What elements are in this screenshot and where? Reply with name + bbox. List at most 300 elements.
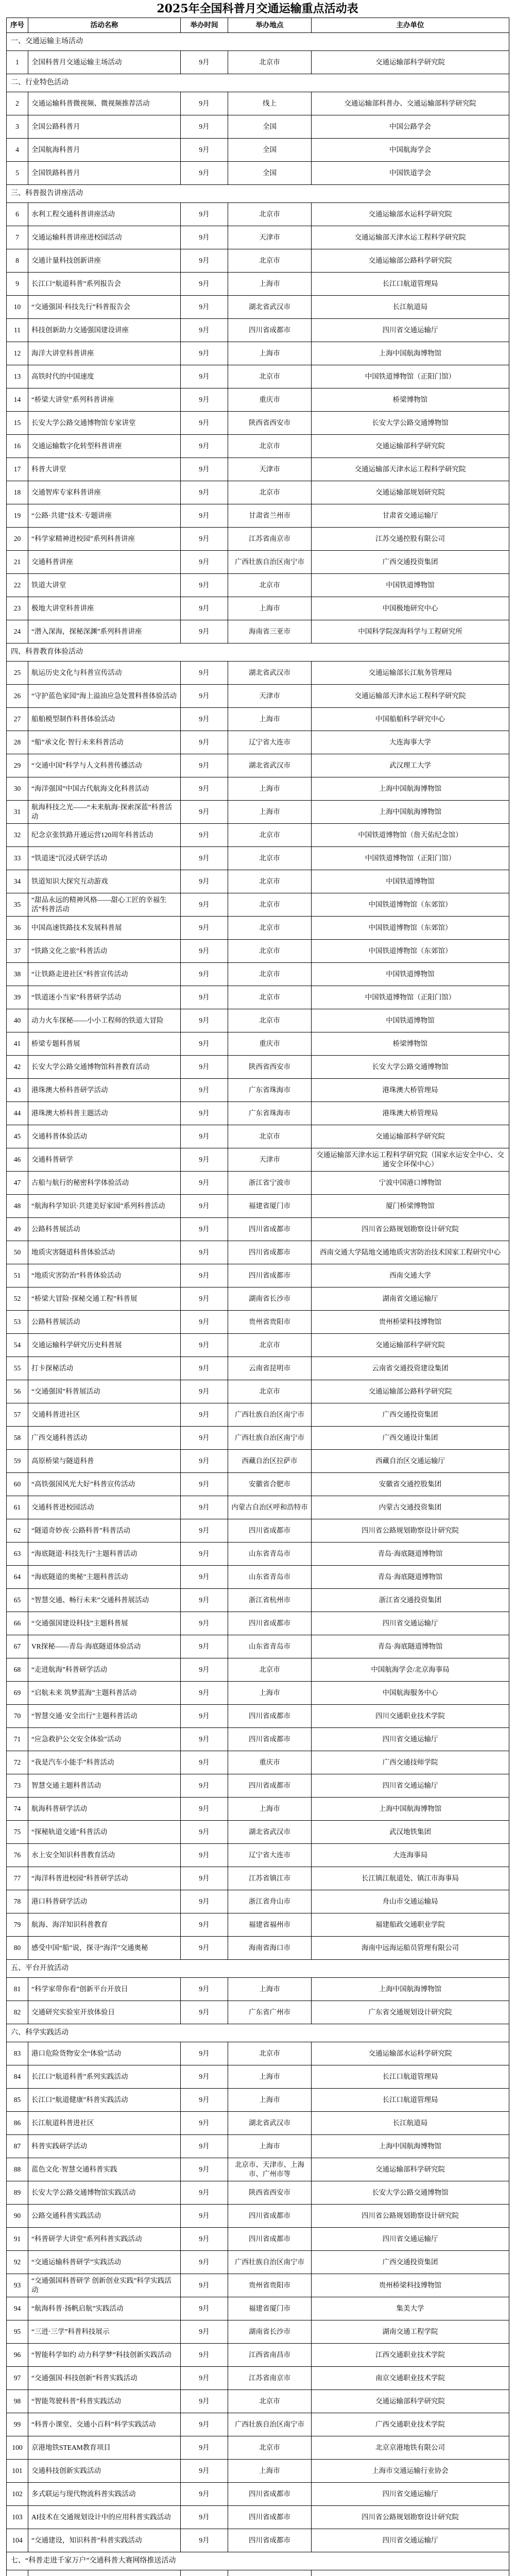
cell-activity-name: “交通中国”科学与人文科普传播活动 <box>28 754 181 777</box>
cell-time: 9月 <box>181 2390 228 2413</box>
cell-activity-name: 交通运输数字化转型科普讲座 <box>28 435 181 458</box>
cell-number: 52 <box>7 1287 28 1311</box>
cell-time: 9月 <box>181 458 228 481</box>
cell-number: 88 <box>7 2158 28 2181</box>
cell-time: 9月 <box>181 1844 228 1867</box>
cell-activity-name: “科普小课堂、交通小百科”科学实践活动 <box>28 2413 181 2436</box>
table-row <box>7 708 509 731</box>
cell-place: 四川省成都市 <box>228 1241 312 1264</box>
cell-time: 9月 <box>181 1566 228 1589</box>
table-row <box>7 273 509 296</box>
cell-time: 9月 <box>181 203 228 226</box>
cell-place: 北京市 <box>228 481 312 504</box>
cell-place: 内蒙古自治区呼和浩特市 <box>228 1496 312 1519</box>
cell-number: 4 <box>7 139 28 162</box>
table-row <box>7 388 509 412</box>
cell-number: 37 <box>7 940 28 963</box>
column-header-name: 活动名称 <box>28 18 181 33</box>
cell-number: 92 <box>7 2251 28 2274</box>
cell-place: 北京市 <box>228 1125 312 1148</box>
cell-number: 5 <box>7 162 28 185</box>
cell-activity-name: 高铁时代的中国速度 <box>28 365 181 388</box>
cell-number: 75 <box>7 1821 28 1844</box>
cell-organizer: 四川省交通运输厅 <box>312 1612 509 1635</box>
cell-place: 湖南省长沙市 <box>228 1287 312 1311</box>
cell-activity-name: 交通科普讲座 <box>28 551 181 574</box>
cell-place: 广东省广州市 <box>228 2001 312 2024</box>
cell-place: 天津市 <box>228 1148 312 1172</box>
cell-place: 上海市 <box>228 342 312 365</box>
cell-activity-name: 古船与航行的秘密科学体验活动 <box>28 1172 181 1195</box>
column-header-no: 序号 <box>7 18 28 33</box>
table-row <box>7 504 509 528</box>
cell-number: 63 <box>7 1543 28 1566</box>
cell-time: 9月 <box>181 1079 228 1102</box>
table-row <box>7 1172 509 1195</box>
cell-place: 江西省南昌市 <box>228 2344 312 2367</box>
cell-activity-name: “公路·共建”技术·专题讲座 <box>28 504 181 528</box>
cell-organizer: 广西交通技师学院 <box>312 1751 509 1774</box>
cell-place: 北京市 <box>228 824 312 847</box>
cell-organizer: 西南交通大学 <box>312 1264 509 1287</box>
cell-organizer: 广西交通投资集团 <box>312 2251 509 2274</box>
table-row <box>7 2001 509 2024</box>
cell-number: 6 <box>7 203 28 226</box>
cell-number: 46 <box>7 1148 28 1172</box>
cell-place: 北京市 <box>228 917 312 940</box>
cell-place: 陕西省西安市 <box>228 412 312 435</box>
cell-organizer: 湖南交通工程学院 <box>312 2320 509 2344</box>
cell-activity-name: “海洋科普进校园”科普研学活动 <box>28 1867 181 1890</box>
cell-time: 9月 <box>181 1978 228 2001</box>
table-row <box>7 249 509 273</box>
cell-activity-name: “潜入深海，探秘深渊”系列科普讲座 <box>28 620 181 643</box>
cell-time: 9月 <box>181 2413 228 2436</box>
cell-number: 99 <box>7 2413 28 2436</box>
cell-place: 安徽省合肥市 <box>228 1473 312 1496</box>
table-row <box>7 1218 509 1241</box>
section-header-row <box>7 2024 509 2042</box>
section-title: 五、平台开放活动 <box>7 1960 509 1978</box>
cell-place: 西藏自治区拉萨市 <box>228 1450 312 1473</box>
cell-number: 62 <box>7 1519 28 1543</box>
cell-organizer: 交通运输部天津水运工程科学研究院 <box>312 685 509 708</box>
cell-activity-name: 航运历史文化与科普宣传活动 <box>28 662 181 685</box>
cell-place: 福建省福州市 <box>228 1913 312 1937</box>
cell-time: 9月 <box>181 685 228 708</box>
table-row <box>7 2297 509 2320</box>
cell-place: 上海市 <box>228 708 312 731</box>
cell-place: 湖北省武汉市 <box>228 1821 312 1844</box>
cell-time: 9月 <box>181 2089 228 2112</box>
table-row <box>7 115 509 139</box>
cell-time: 9月 <box>181 2001 228 2024</box>
table-row <box>7 342 509 365</box>
cell-organizer: 广西交通职业技术学院 <box>312 2413 509 2436</box>
cell-number: 50 <box>7 1241 28 1264</box>
cell-organizer: 广西交通设计集团 <box>312 1427 509 1450</box>
cell-number: 94 <box>7 2297 28 2320</box>
cell-activity-name: 全国航海科普月 <box>28 139 181 162</box>
cell-time: 9月 <box>181 1311 228 1334</box>
table-row <box>7 412 509 435</box>
cell-time: 9月 <box>181 504 228 528</box>
cell-organizer: 中国铁道博物馆（正阳门馆） <box>312 986 509 1009</box>
cell-organizer: 厦门桥梁博物馆 <box>312 1195 509 1218</box>
cell-time: 9月 <box>181 1867 228 1890</box>
table-row <box>7 1890 509 1913</box>
cell-activity-name: “智慧交通·安全出行”主题科普活动 <box>28 1705 181 1728</box>
section-title: 一、交通运输主场活动 <box>7 33 509 51</box>
cell-time: 9月 <box>181 388 228 412</box>
cell-number: 47 <box>7 1172 28 1195</box>
table-row <box>7 2065 509 2089</box>
cell-time: 9月 <box>181 940 228 963</box>
cell-place: 四川省成都市 <box>228 1264 312 1287</box>
cell-activity-name: 全国公路科普月 <box>28 115 181 139</box>
cell-place: 四川省成都市 <box>228 2506 312 2529</box>
cell-place: 重庆市 <box>228 1032 312 1056</box>
cell-organizer <box>312 2570 509 2576</box>
cell-activity-name: 中国高速铁路技术发展科普展 <box>28 917 181 940</box>
table-row <box>7 824 509 847</box>
cell-place: 海南省海口市 <box>228 1937 312 1960</box>
cell-activity-name: “探秘轨道交通”科普活动 <box>28 1821 181 1844</box>
cell-activity-name: 智慧交通主题科普活动 <box>28 1774 181 1798</box>
cell-organizer: 中国航海学会/北京海事局 <box>312 1658 509 1682</box>
cell-organizer: 交通运输部科学研究院 <box>312 2390 509 2413</box>
cell-activity-name: 交通智库专家科普讲座 <box>28 481 181 504</box>
cell-number: 30 <box>7 777 28 801</box>
table-row <box>7 1473 509 1496</box>
cell-number: 60 <box>7 1473 28 1496</box>
cell-time: 9月 <box>181 2228 228 2251</box>
cell-organizer: 交通运输部科学研究院 <box>312 2158 509 2181</box>
table-row <box>7 2205 509 2228</box>
cell-activity-name: 科技创新助力交通强国建设讲座 <box>28 319 181 342</box>
cell-number: 77 <box>7 1867 28 1890</box>
table-row <box>7 203 509 226</box>
cell-organizer: 海南中远海运船员管理有限公司 <box>312 1937 509 1960</box>
table-row <box>7 1125 509 1148</box>
cell-time: 9月 <box>181 1032 228 1056</box>
cell-organizer: 青岛·海底隧道博物馆 <box>312 1566 509 1589</box>
table-row <box>7 92 509 115</box>
cell-organizer: 交通运输部规划研究院 <box>312 481 509 504</box>
cell-number: 28 <box>7 731 28 754</box>
table-row <box>7 2529 509 2552</box>
cell-number: 43 <box>7 1079 28 1102</box>
cell-time: 9月 <box>181 2436 228 2460</box>
cell-number: 58 <box>7 1427 28 1450</box>
cell-place: 上海市 <box>228 273 312 296</box>
cell-number: 27 <box>7 708 28 731</box>
cell-activity-name: “海底隧道·科技先行”主题科普活动 <box>28 1543 181 1566</box>
cell-organizer: 贵州桥梁科技博物馆 <box>312 2274 509 2297</box>
cell-time: 9月 <box>181 1450 228 1473</box>
cell-activity-name: 全国科普月交通运输主场活动 <box>28 51 181 74</box>
cell-organizer: 桥梁博物馆 <box>312 1032 509 1056</box>
cell-time: 9月 <box>181 1589 228 1612</box>
cell-place: 四川省成都市 <box>228 1218 312 1241</box>
cell-number: 32 <box>7 824 28 847</box>
cell-organizer: 浙江省交通投资集团 <box>312 1589 509 1612</box>
cell-number: 102 <box>7 2483 28 2506</box>
cell-organizer: 中国铁道博物馆 <box>312 870 509 893</box>
cell-time: 9月 <box>181 551 228 574</box>
cell-activity-name: 广西交通科普活动 <box>28 1427 181 1450</box>
cell-organizer: 上海市交通运输行业协会 <box>312 2460 509 2483</box>
cell-number: 20 <box>7 528 28 551</box>
cell-activity-name: “科学家带你看”创新平台开放日 <box>28 1978 181 2001</box>
table-row <box>7 574 509 597</box>
cell-activity-name: 交通计量科技创新讲座 <box>28 249 181 273</box>
cell-number: 101 <box>7 2460 28 2483</box>
cell-activity-name: “铁道迷”沉浸式研学活动 <box>28 847 181 870</box>
cell-organizer: 云南省交通投资建设集团 <box>312 1357 509 1380</box>
cell-activity-name: “走进航海”科普研学活动 <box>28 1658 181 1682</box>
cell-activity-name: “海底隧道的奥秘”主题科普活动 <box>28 1566 181 1589</box>
cell-time: 9月 <box>181 1172 228 1195</box>
cell-organizer: 交通运输部天津水运工程科学研究院 <box>312 458 509 481</box>
cell-organizer: 上海中国航海博物馆 <box>312 342 509 365</box>
cell-place: 湖南省长沙市 <box>228 2320 312 2344</box>
cell-time: 9月 <box>181 574 228 597</box>
cell-organizer: 中国铁道博物馆（正阳门馆） <box>312 847 509 870</box>
cell-activity-name: “交通强国”科普展活动 <box>28 1380 181 1403</box>
document-title: 2025年全国科普月交通运输重点活动表 <box>157 2 358 15</box>
cell-place: 北京市 <box>228 963 312 986</box>
cell-activity-name: 科普实践研学活动 <box>28 2135 181 2158</box>
cell-organizer: 中国航海服务中心 <box>312 1682 509 1705</box>
cell-time: 9月 <box>181 2205 228 2228</box>
cell-number: 13 <box>7 365 28 388</box>
cell-place: 北京市 <box>228 893 312 917</box>
cell-time: 9月 <box>181 1658 228 1682</box>
cell-place: 辽宁省大连市 <box>228 731 312 754</box>
cell-time: 9月 <box>181 1427 228 1450</box>
cell-place: 山东省青岛市 <box>228 1635 312 1658</box>
cell-time: 9月 <box>181 731 228 754</box>
cell-time: 9月 <box>181 2483 228 2506</box>
cell-place: 北京市 <box>228 2390 312 2413</box>
cell-time: 9月 <box>181 115 228 139</box>
cell-place: 山东省青岛市 <box>228 1566 312 1589</box>
cell-organizer: 交通运输部公路科学研究院 <box>312 249 509 273</box>
cell-place: 上海市 <box>228 2135 312 2158</box>
cell-number: 9 <box>7 273 28 296</box>
cell-time: 9月 <box>181 1125 228 1148</box>
cell-place: 北京市 <box>228 203 312 226</box>
cell-organizer: 中国科学院深海科学与工程研究所 <box>312 620 509 643</box>
cell-activity-name: 长安大学公路交通博物馆实践活动 <box>28 2181 181 2205</box>
cell-activity-name: AI技术在交通规划设计中的应用科普实践活动 <box>28 2506 181 2529</box>
cell-number: 72 <box>7 1751 28 1774</box>
cell-time: 9月 <box>181 1519 228 1543</box>
cell-place: 北京市 <box>228 435 312 458</box>
cell-place: 北京市 <box>228 2042 312 2065</box>
cell-activity-name: 交通运输科学研究历史科普展 <box>28 1334 181 1357</box>
cell-time: 9月 <box>181 1937 228 1960</box>
cell-number: 7 <box>7 226 28 249</box>
cell-place: 浙江省杭州市 <box>228 1589 312 1612</box>
table-row <box>7 1380 509 1403</box>
table-row <box>7 2274 509 2297</box>
cell-time: 9月 <box>181 777 228 801</box>
cell-organizer: 上海中国航海博物馆 <box>312 777 509 801</box>
cell-place: 广东省珠海市 <box>228 1079 312 1102</box>
cell-organizer: 长江口航道管理局 <box>312 2089 509 2112</box>
cell-organizer: 大连海事大学 <box>312 731 509 754</box>
table-row <box>7 1102 509 1125</box>
cell-activity-name: “桥梁大冒险·探秘交通工程”科普展 <box>28 1287 181 1311</box>
cell-number: 34 <box>7 870 28 893</box>
cell-activity-name: “隧道奇妙夜·公路科普”科普活动 <box>28 1519 181 1543</box>
cell-activity-name: “船”承文化·智行未来科普活动 <box>28 731 181 754</box>
cell-activity-name: 港口科普研学活动 <box>28 1890 181 1913</box>
cell-number: 21 <box>7 551 28 574</box>
cell-organizer: 中国铁道学会 <box>312 162 509 185</box>
cell-organizer: 长安大学公路交通博物馆 <box>312 412 509 435</box>
cell-time: 9月 <box>181 528 228 551</box>
table-row <box>7 365 509 388</box>
table-row <box>7 662 509 685</box>
table-row <box>7 551 509 574</box>
cell-number: 87 <box>7 2135 28 2158</box>
cell-organizer: 武汉地铁集团 <box>312 1821 509 1844</box>
section-header-row <box>7 74 509 92</box>
cell-number: 69 <box>7 1682 28 1705</box>
cell-organizer: 中国航海学会 <box>312 139 509 162</box>
cell-organizer: 上海中国航海博物馆 <box>312 1978 509 2001</box>
table-row <box>7 435 509 458</box>
cell-place: 上海市 <box>228 2089 312 2112</box>
cell-place: 广西壮族自治区南宁市 <box>228 1427 312 1450</box>
cell-number: 104 <box>7 2529 28 2552</box>
cell-organizer: 内蒙古交通投资集团 <box>312 1496 509 1519</box>
table-row <box>7 1056 509 1079</box>
cell-organizer: 交通运输部科学研究院 <box>312 435 509 458</box>
cell-time: 9月 <box>181 2042 228 2065</box>
cell-activity-name: “甜品永远的精神风格——甜心工匠的幸福生活”科普活动 <box>28 893 181 917</box>
table-row <box>7 2135 509 2158</box>
cell-number <box>7 2570 28 2576</box>
cell-place: 海南省三亚市 <box>228 620 312 643</box>
cell-time: 9月 <box>181 435 228 458</box>
cell-activity-name: “应急救护公交安全体验”活动 <box>28 1728 181 1751</box>
cell-organizer: 四川省公路规划勘察设计研究院 <box>312 2506 509 2529</box>
cell-time: 9月 <box>181 1728 228 1751</box>
cell-activity-name: “智能科学如约 动力科学梦”科技创新实践活动 <box>28 2344 181 2367</box>
cell-time: 9月 <box>181 870 228 893</box>
cell-place: 重庆市 <box>228 388 312 412</box>
cell-place: 山东省青岛市 <box>228 1543 312 1566</box>
cell-place: 四川省成都市 <box>228 2205 312 2228</box>
table-row <box>7 481 509 504</box>
cell-number: 95 <box>7 2320 28 2344</box>
table-row <box>7 1978 509 2001</box>
cell-number: 86 <box>7 2112 28 2135</box>
cell-number: 97 <box>7 2367 28 2390</box>
table-row <box>7 139 509 162</box>
cell-place: 湖北省武汉市 <box>228 296 312 319</box>
cell-number: 38 <box>7 963 28 986</box>
cell-number: 23 <box>7 597 28 620</box>
cell-place: 四川省成都市 <box>228 1705 312 1728</box>
cell-number: 68 <box>7 1658 28 1682</box>
cell-place: 天津市 <box>228 458 312 481</box>
cell-time: 9月 <box>181 1334 228 1357</box>
cell-organizer: 广西交通投资集团 <box>312 551 509 574</box>
header-row <box>7 18 509 33</box>
cell-activity-name: 感受中国“船”说，探寻“海洋”交通奥秘 <box>28 1937 181 1960</box>
cell-activity-name: “启航未来 筑梦蓝海”主题科普活动 <box>28 1682 181 1705</box>
cell-time: 9月 <box>181 2320 228 2344</box>
cell-number: 8 <box>7 249 28 273</box>
cell-activity-name: 海洋大讲堂科普讲座 <box>28 342 181 365</box>
cell-number: 79 <box>7 1913 28 1937</box>
cell-activity-name: 长江航道科普进社区 <box>28 2112 181 2135</box>
table-row <box>7 847 509 870</box>
cell-time: 9月 <box>181 893 228 917</box>
cell-time <box>181 2570 228 2576</box>
section-header-row <box>7 185 509 203</box>
cell-number: 53 <box>7 1311 28 1334</box>
cell-place: 江苏省南京市 <box>228 2367 312 2390</box>
cell-number: 24 <box>7 620 28 643</box>
cell-organizer: 长江航道局 <box>312 2112 509 2135</box>
cell-organizer: 交通运输部水运科学研究院 <box>312 2042 509 2065</box>
cell-number: 22 <box>7 574 28 597</box>
section-header-row <box>7 1960 509 1978</box>
cell-activity-name: “交通强国科普研学 创新创业实践”科学实践活动 <box>28 2274 181 2297</box>
table-row <box>7 1937 509 1960</box>
cell-organizer: 长江口航道管理局 <box>312 273 509 296</box>
cell-organizer: 舟山市交通运输局 <box>312 1890 509 1913</box>
table-row <box>7 162 509 185</box>
cell-place: 上海市 <box>228 597 312 620</box>
cell-time: 9月 <box>181 2297 228 2320</box>
cell-place: 北京市 <box>228 986 312 1009</box>
cell-time: 9月 <box>181 597 228 620</box>
cell-time: 9月 <box>181 1798 228 1821</box>
cell-number: 81 <box>7 1978 28 2001</box>
cell-number: 31 <box>7 801 28 824</box>
cell-place: 北京市 <box>228 1334 312 1357</box>
cell-organizer: 中国铁道博物馆（东郊馆） <box>312 940 509 963</box>
cell-time: 9月 <box>181 1195 228 1218</box>
cell-organizer: 中国铁道博物馆（詹天佑纪念馆） <box>312 824 509 847</box>
table-row <box>7 1195 509 1218</box>
cell-activity-name: “交通强国·科技创新”科普实践活动 <box>28 2367 181 2390</box>
cell-time: 9月 <box>181 296 228 319</box>
cell-organizer: 交通运输部公路科学研究院 <box>312 1380 509 1403</box>
cell-number: 96 <box>7 2344 28 2367</box>
cell-activity-name: “让铁路走进社区”科普宣传活动 <box>28 963 181 986</box>
table-row <box>7 801 509 824</box>
table-row <box>7 2436 509 2460</box>
cell-activity-name: 极地大讲堂科普讲座 <box>28 597 181 620</box>
cell-organizer: 交通运输部科普办、交通运输部科学研究院 <box>312 92 509 115</box>
cell-activity-name: 打卡探秘活动 <box>28 1357 181 1380</box>
cell-time: 9月 <box>181 1380 228 1403</box>
table-row <box>7 1543 509 1566</box>
cell-activity-name: “交通强国·科技先行”科普报告会 <box>28 296 181 319</box>
table-row <box>7 1403 509 1427</box>
cell-organizer: 中国铁道博物馆（东郊馆） <box>312 917 509 940</box>
cell-time: 9月 <box>181 847 228 870</box>
cell-activity-name: 港口危险货物安全“体验”活动 <box>28 2042 181 2065</box>
